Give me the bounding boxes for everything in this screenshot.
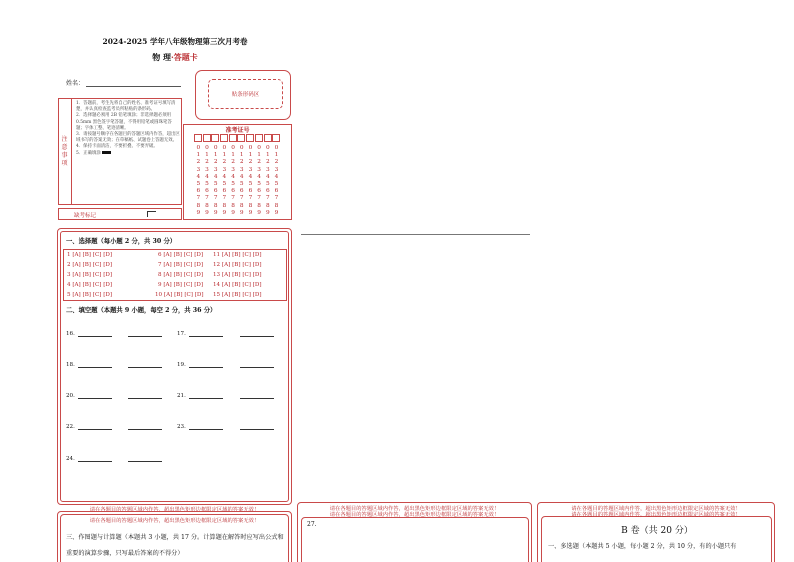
choice-grid	[63, 249, 287, 301]
id-digit-bubble[interactable]: 6	[205, 188, 209, 195]
id-digit-bubble[interactable]: 6	[274, 188, 279, 195]
id-digit-cell[interactable]	[194, 134, 202, 142]
choice-item[interactable]: 12 [A] [B] [C] [D]	[213, 262, 262, 268]
id-digit-bubble[interactable]: 2	[231, 159, 235, 166]
id-digit-cell[interactable]	[272, 134, 280, 142]
id-digit-bubble[interactable]: 7	[274, 195, 279, 202]
id-digit-bubble[interactable]: 8	[257, 202, 261, 209]
id-digit-bubble[interactable]: 4	[222, 173, 227, 180]
id-digit-bubble[interactable]: 8	[222, 202, 227, 209]
id-digit-bubble[interactable]: 9	[196, 209, 201, 216]
answer-blank[interactable]	[128, 336, 162, 337]
id-digit-bubble[interactable]: 8	[274, 202, 279, 209]
id-digit-bubble[interactable]: 0	[239, 145, 244, 151]
id-digit-bubble[interactable]: 6	[231, 188, 235, 195]
id-digit-bubble[interactable]: 7	[239, 195, 244, 202]
warning-text: 请在各题目的答题区域内作答，超出黑色矩形边框限定区域的答案无效！	[89, 518, 260, 524]
id-digit-bubble[interactable]: 6	[265, 188, 270, 195]
id-digit-bubble[interactable]: 2	[222, 159, 227, 166]
id-digit-bubble[interactable]: 4	[196, 173, 201, 180]
warning-text: 请在各题目的答题区域内作答，超出黑色矩形边框限定区域的答案无效！	[571, 506, 741, 512]
question-label: 22．	[66, 424, 79, 430]
question-label: 21．	[177, 393, 190, 399]
choice-item[interactable]: 1 [A] [B] [C] [D]	[67, 252, 113, 258]
id-digit-bubble[interactable]: 4	[265, 173, 270, 180]
id-digit-bubble[interactable]: 4	[205, 173, 209, 180]
id-digit-bubble[interactable]: 0	[274, 145, 279, 151]
id-digit-bubble[interactable]: 5	[222, 181, 227, 188]
answer-blank[interactable]	[189, 336, 223, 337]
filled-sample-icon	[102, 151, 111, 154]
notice-text: 1．答题前，考生先将自己的姓名、准考证号填写清楚，并认真检查监考员所粘贴的条形码。 2．选择题必须用 2B 铅笔填涂；非选择题必须用 0.5mm 黑色签字笔答题，不得用铅笔或圆珠笔答题；字体工整、笔迹清晰。 3．请按题号顺序在各题目的答题区域内作答，超出区域书写的答案无效；在草稿纸、试题卷上答题无效。 4．保持卡面清洁，不要折叠、不要弄破。 5．正确填涂	[76, 101, 180, 156]
choice-item[interactable]: 13 [A] [B] [C] [D]	[213, 272, 262, 278]
question-label: 23．	[177, 424, 190, 430]
answer-blank[interactable]	[128, 461, 162, 462]
divider-line	[301, 234, 530, 235]
id-digit-bubble[interactable]: 6	[239, 188, 244, 195]
section3-heading: 三、作图题与计算题（本题共 3 小题，共 17 分。计算题在解答时应写出公式和重要的演算步骤，只写最后答案的不得分）	[66, 534, 284, 557]
id-digit-cell[interactable]	[211, 134, 219, 142]
answer-blank[interactable]	[240, 336, 274, 337]
id-digit-bubble[interactable]: 4	[213, 173, 218, 180]
id-digit-bubble[interactable]: 5	[274, 181, 279, 188]
id-digit-bubble[interactable]: 8	[265, 202, 270, 209]
answer-blank[interactable]	[78, 461, 112, 462]
id-digit-bubble[interactable]: 8	[205, 202, 209, 209]
warning-text: 请在各题目的答题区域内作答，超出黑色矩形边框限定区域的答案无效！	[89, 507, 260, 513]
choice-row	[67, 292, 286, 298]
id-digit-bubble[interactable]: 3	[222, 166, 227, 173]
id-digit-bubble[interactable]: 5	[205, 181, 209, 188]
id-digit-bubble[interactable]: 1	[265, 152, 270, 159]
volume-b-heading: 一、多选题（本题共 5 小题，每小题 2 分，共 10 分，有的小题只有	[548, 543, 737, 550]
id-digit-bubble[interactable]: 0	[248, 145, 253, 151]
id-digit-bubble[interactable]: 7	[222, 195, 227, 202]
id-digit-bubble[interactable]: 0	[213, 145, 218, 151]
id-digit-cell[interactable]	[255, 134, 263, 142]
absent-label: 缺考标记	[74, 213, 97, 219]
choice-row	[67, 262, 286, 268]
answer-blank[interactable]	[240, 367, 274, 368]
barcode-label: 贴条形码区	[208, 79, 283, 109]
id-digit-cell[interactable]	[203, 134, 211, 142]
choice-item[interactable]: 2 [A] [B] [C] [D]	[67, 262, 113, 268]
subject-label: 物 理	[152, 52, 171, 62]
question-label: 19．	[177, 362, 190, 368]
id-digit-column	[272, 145, 281, 217]
id-digit-bubble[interactable]: 9	[274, 209, 279, 216]
id-digit-bubble[interactable]: 2	[257, 159, 261, 166]
id-digit-bubble[interactable]: 4	[274, 173, 279, 180]
id-digit-bubble[interactable]: 5	[248, 181, 253, 188]
id-digit-bubble[interactable]: 2	[265, 159, 270, 166]
id-digit-bubble[interactable]: 3	[205, 166, 209, 173]
id-digit-bubble[interactable]: 9	[205, 209, 209, 216]
warning-text: 请在各题目的答题区域内作答，超出黑色矩形边框限定区域的答案无效！	[571, 512, 741, 518]
id-digit-column	[220, 145, 229, 217]
name-line[interactable]	[86, 86, 181, 87]
id-digit-bubble[interactable]: 2	[274, 159, 279, 166]
answer-blank[interactable]	[189, 367, 223, 368]
id-digit-bubble[interactable]: 9	[231, 209, 235, 216]
id-digit-column	[194, 145, 203, 217]
choice-item[interactable]: 7 [A] [B] [C] [D]	[158, 262, 204, 268]
id-digit-bubble[interactable]: 2	[248, 159, 253, 166]
choice-item[interactable]: 10 [A] [B] [C] [D]	[155, 292, 204, 298]
question-label: 17．	[177, 331, 190, 337]
id-digit-cell[interactable]	[246, 134, 254, 142]
id-digit-bubble[interactable]: 8	[213, 202, 218, 209]
id-digit-bubble[interactable]: 0	[257, 145, 261, 151]
page-subtitle: 物 理·答题卡	[152, 52, 198, 62]
id-digit-bubble[interactable]: 0	[205, 145, 209, 151]
answer-blank[interactable]	[128, 429, 162, 430]
exam-id-bubbles	[194, 145, 281, 217]
question-label: 16．	[66, 331, 79, 337]
id-digit-bubble[interactable]: 1	[213, 152, 218, 159]
id-digit-bubble[interactable]: 0	[196, 145, 201, 151]
id-digit-cell[interactable]	[229, 134, 237, 142]
section2-heading: 二、填空题（本题共 9 小题，每空 2 分，共 36 分）	[66, 307, 217, 314]
id-digit-column	[229, 145, 238, 217]
warning-text: 请在各题目的答题区域内作答，超出黑色矩形边框限定区域的答案无效！	[329, 506, 500, 512]
id-digit-bubble[interactable]: 2	[213, 159, 218, 166]
choice-item[interactable]: 14 [A] [B] [C] [D]	[213, 282, 262, 288]
id-digit-bubble[interactable]: 2	[196, 159, 201, 166]
name-label: 姓名：	[66, 80, 85, 87]
id-digit-bubble[interactable]: 5	[265, 181, 270, 188]
choice-item[interactable]: 3 [A] [B] [C] [D]	[67, 272, 113, 278]
id-digit-bubble[interactable]: 4	[231, 173, 235, 180]
id-digit-bubble[interactable]: 8	[239, 202, 244, 209]
id-digit-bubble[interactable]: 3	[274, 166, 279, 173]
exam-id-title: 准考证号	[225, 127, 250, 134]
id-digit-bubble[interactable]: 6	[222, 188, 227, 195]
answer-blank[interactable]	[78, 367, 112, 368]
id-digit-bubble[interactable]: 5	[196, 181, 201, 188]
answer-blank[interactable]	[240, 398, 274, 399]
id-digit-bubble[interactable]: 7	[257, 195, 261, 202]
choice-item[interactable]: 11 [A] [B] [C] [D]	[213, 252, 262, 258]
answer-blank[interactable]	[189, 429, 223, 430]
id-digit-bubble[interactable]: 8	[231, 202, 235, 209]
choice-item[interactable]: 8 [A] [B] [C] [D]	[158, 272, 204, 278]
answer-blank[interactable]	[78, 429, 112, 430]
id-digit-bubble[interactable]: 4	[257, 173, 261, 180]
answer-blank[interactable]	[128, 367, 162, 368]
q27-label: 27.	[307, 521, 317, 528]
id-digit-cell[interactable]	[220, 134, 228, 142]
id-digit-bubble[interactable]: 1	[274, 152, 279, 159]
id-digit-bubble[interactable]: 5	[257, 181, 261, 188]
choice-item[interactable]: 15 [A] [B] [C] [D]	[213, 292, 262, 298]
id-digit-bubble[interactable]: 9	[213, 209, 218, 216]
id-digit-bubble[interactable]: 2	[239, 159, 244, 166]
question-label: 24．	[66, 456, 79, 462]
id-digit-bubble[interactable]: 7	[205, 195, 209, 202]
answer-blank[interactable]	[78, 398, 112, 399]
id-digit-bubble[interactable]: 6	[196, 188, 201, 195]
absent-checkbox[interactable]	[147, 211, 156, 217]
id-digit-column	[264, 145, 273, 217]
id-digit-bubble[interactable]: 9	[257, 209, 261, 216]
answer-blank[interactable]	[78, 336, 112, 337]
id-digit-bubble[interactable]: 1	[205, 152, 209, 159]
id-digit-column	[211, 145, 220, 217]
id-digit-bubble[interactable]: 5	[239, 181, 244, 188]
id-digit-bubble[interactable]: 6	[213, 188, 218, 195]
card-label: 答题卡	[173, 52, 198, 62]
id-digit-bubble[interactable]: 1	[231, 152, 235, 159]
id-digit-bubble[interactable]: 0	[222, 145, 227, 151]
choice-item[interactable]: 9 [A] [B] [C] [D]	[158, 282, 204, 288]
section1-heading: 一、选择题（每小题 2 分，共 30 分）	[66, 238, 177, 245]
id-digit-bubble[interactable]: 5	[231, 181, 235, 188]
id-digit-bubble[interactable]: 4	[239, 173, 244, 180]
choice-row	[67, 252, 286, 258]
id-digit-bubble[interactable]: 3	[239, 166, 244, 173]
id-digit-bubble[interactable]: 1	[222, 152, 227, 159]
id-digit-bubble[interactable]: 9	[239, 209, 244, 216]
id-digit-bubble[interactable]: 0	[231, 145, 235, 151]
id-digit-cell[interactable]	[237, 134, 245, 142]
choice-row	[67, 272, 286, 278]
answer-blank[interactable]	[240, 429, 274, 430]
id-digit-bubble[interactable]: 4	[248, 173, 253, 180]
id-digit-bubble[interactable]: 3	[248, 166, 253, 173]
id-digit-bubble[interactable]: 3	[231, 166, 235, 173]
id-digit-column	[255, 145, 264, 217]
id-digit-cell[interactable]	[264, 134, 272, 142]
id-digit-bubble[interactable]: 1	[196, 152, 201, 159]
id-digit-bubble[interactable]: 5	[213, 181, 218, 188]
id-digit-bubble[interactable]: 3	[257, 166, 261, 173]
q27-box	[301, 517, 529, 562]
id-digit-bubble[interactable]: 7	[213, 195, 218, 202]
id-digit-bubble[interactable]: 0	[265, 145, 270, 151]
warning-text: 请在各题目的答题区域内作答，超出黑色矩形边框限定区域的答案无效！	[329, 512, 500, 518]
id-digit-bubble[interactable]: 6	[257, 188, 261, 195]
choice-item[interactable]: 5 [A] [B] [C] [D]	[67, 292, 113, 298]
choice-item[interactable]: 4 [A] [B] [C] [D]	[67, 282, 113, 288]
notice-label: 注 意 事 项	[58, 98, 72, 205]
id-digit-bubble[interactable]: 7	[265, 195, 270, 202]
question-label: 20．	[66, 393, 79, 399]
id-digit-bubble[interactable]: 8	[196, 202, 201, 209]
answer-blank[interactable]	[189, 398, 223, 399]
choice-row	[67, 282, 286, 288]
id-digit-bubble[interactable]: 9	[248, 209, 253, 216]
id-digit-bubble[interactable]: 3	[213, 166, 218, 173]
id-digit-bubble[interactable]: 1	[248, 152, 253, 159]
id-digit-bubble[interactable]: 9	[222, 209, 227, 216]
id-digit-column	[237, 145, 246, 217]
choice-item[interactable]: 6 [A] [B] [C] [D]	[158, 252, 204, 258]
id-digit-bubble[interactable]: 9	[265, 209, 270, 216]
page-title: 2024-2025 学年八年级物理第三次月考卷	[102, 37, 248, 46]
id-digit-bubble[interactable]: 3	[196, 166, 201, 173]
id-digit-bubble[interactable]: 8	[248, 202, 253, 209]
id-digit-bubble[interactable]: 1	[257, 152, 261, 159]
id-digit-bubble[interactable]: 3	[265, 166, 270, 173]
id-digit-bubble[interactable]: 7	[196, 195, 201, 202]
id-digit-bubble[interactable]: 1	[239, 152, 244, 159]
id-digit-bubble[interactable]: 7	[231, 195, 235, 202]
question-label: 18．	[66, 362, 79, 368]
volume-b-title: B 卷（共 20 分）	[621, 526, 693, 536]
id-digit-bubble[interactable]: 6	[248, 188, 253, 195]
answer-blank[interactable]	[128, 398, 162, 399]
absent-mark-box	[58, 208, 182, 220]
exam-id-cells	[194, 134, 281, 142]
name-field[interactable]	[66, 78, 181, 87]
id-digit-bubble[interactable]: 2	[205, 159, 209, 166]
id-digit-column	[246, 145, 255, 217]
id-digit-bubble[interactable]: 7	[248, 195, 253, 202]
id-digit-column	[203, 145, 212, 217]
